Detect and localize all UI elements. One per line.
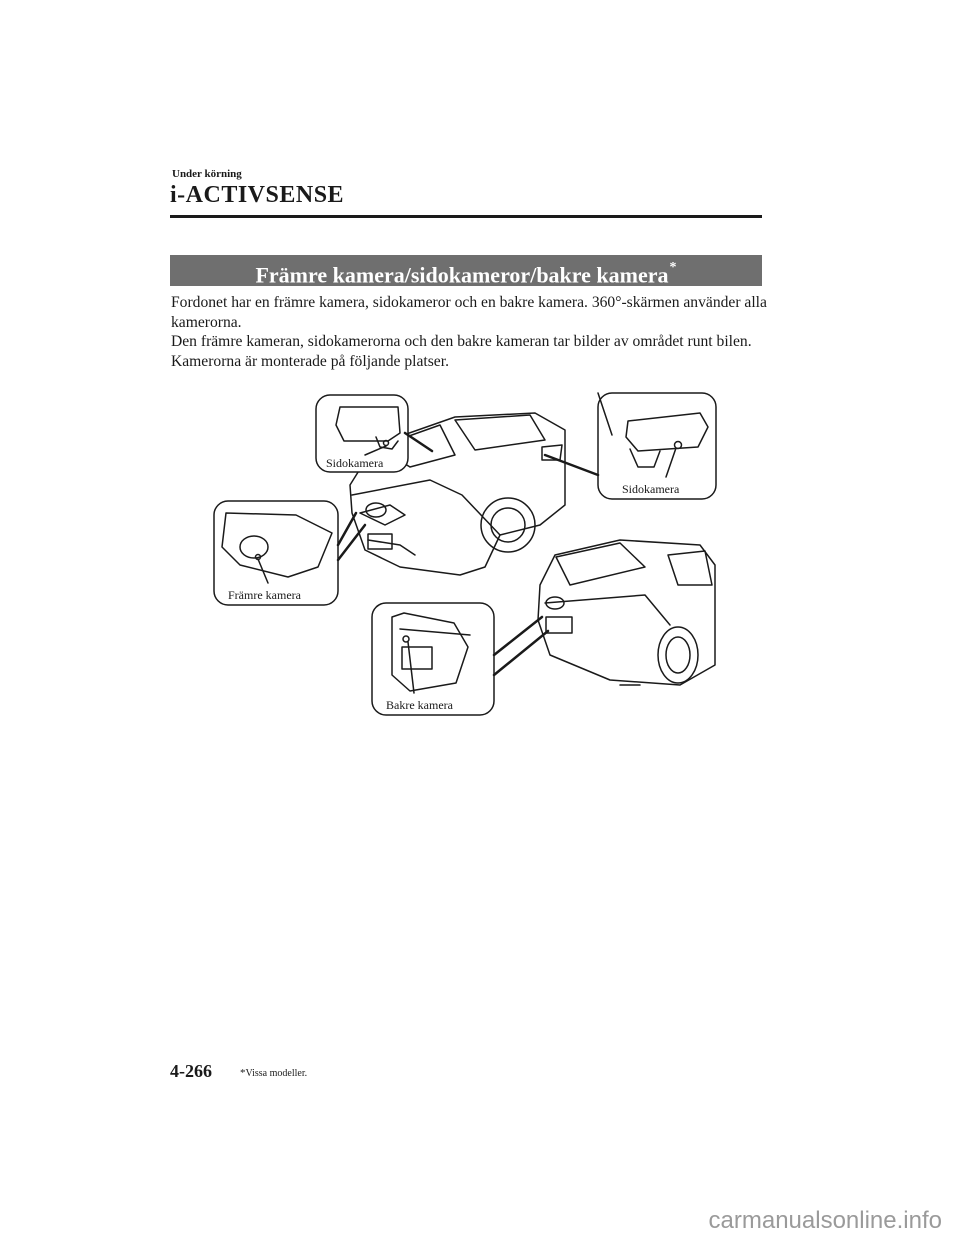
footnote-text: Vissa modeller.	[245, 1068, 308, 1079]
footnote	[240, 1067, 307, 1079]
banner-marker: *	[669, 260, 677, 275]
banner-title: Främre kamera/sidokameror/bakre kamera	[255, 262, 669, 288]
chapter-title: Under körning	[172, 168, 242, 180]
body-text	[171, 293, 771, 371]
paragraph-function: Den främre kameran, sidokamerorna och den bakre kameran tar bilder av området runt bilen.	[171, 333, 752, 351]
watermark: carmanualsonline.info	[708, 1207, 942, 1234]
paragraph-locations: Kamerorna är monterade på följande platser.	[171, 352, 449, 370]
footnote-marker: *	[240, 1067, 246, 1079]
page-number: 4-266	[170, 1061, 212, 1081]
label-bakre-kamera: Bakre kamera	[386, 698, 453, 712]
camera-location-figure	[200, 385, 740, 725]
paragraph-intro: Fordonet har en främre kamera, sidokameror och en bakre kamera. 360°-skärmen använder alla kamerorna.	[171, 294, 767, 331]
rear-car-illustration	[538, 540, 715, 685]
header-rule	[170, 215, 762, 218]
label-sidokamera-right: Sidokamera	[622, 482, 680, 496]
label-sidokamera-left: Sidokamera	[326, 456, 384, 470]
topic-banner	[170, 255, 762, 286]
section-title: i-ACTIVSENSE	[170, 182, 345, 208]
label-framre-kamera: Främre kamera	[228, 588, 301, 602]
